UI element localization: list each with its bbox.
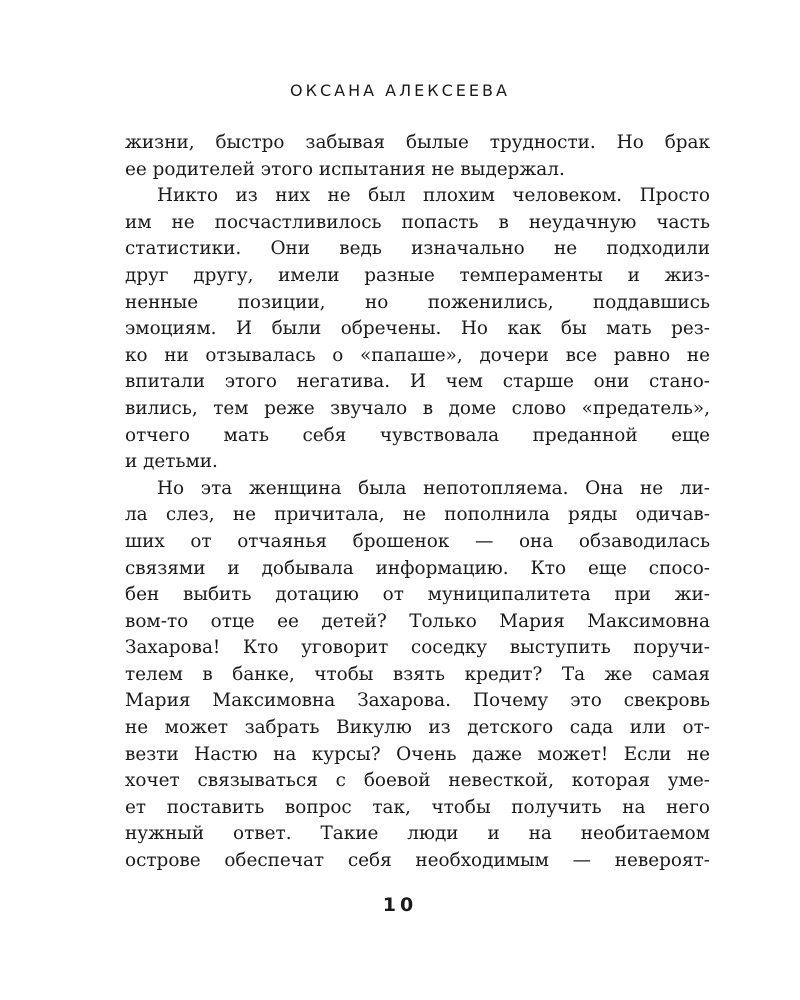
body-text	[125, 130, 710, 875]
text-line: Но эта женщина была непотопляема. Она не ли-	[157, 477, 710, 499]
text-line: статистики. Они ведь изначально не подходили	[125, 238, 710, 260]
text-line: Никто из них не был плохим человеком. Просто	[157, 185, 710, 207]
text-line: вом-то отце ее детей? Только Мария Максимовна	[125, 610, 710, 632]
text-line: Захарова! Кто уговорит соседку выступить поручи-	[125, 637, 710, 659]
text-line: ла слез, не причитала, не пополнила ряды одичав-	[125, 504, 710, 526]
text-line: вились, тем реже звучало в доме слово «предатель»,	[125, 397, 710, 419]
text-line: ет поставить вопрос так, чтобы получить на него	[125, 796, 710, 818]
text-line: бен выбить дотацию от муниципалитета при жи-	[125, 584, 710, 606]
running-head-author: ОКСАНА АЛЕКСЕЕВА	[290, 81, 510, 100]
text-line: хочет связываться с боевой невесткой, которая уме-	[125, 770, 710, 792]
text-line: ших от отчаянья брошенок — она обзаводилась	[125, 530, 710, 552]
text-line: нужный ответ. Такие люди и на необитаемом	[125, 823, 710, 845]
text-line: впитали этого негатива. И чем старше они стано-	[125, 371, 710, 393]
text-line: острове обеспечат себя необходимым — невероят-	[125, 850, 710, 872]
text-line: им не посчастливилось попасть в неудачную часть	[125, 211, 710, 233]
text-line: жизни, быстро забывая былые трудности. Но брак	[125, 132, 710, 153]
text-line: эмоциям. И были обречены. Но как бы мать рез-	[125, 318, 710, 340]
text-line: не может забрать Викулю из детского сада или от-	[125, 717, 710, 739]
text-line: телем в банке, чтобы взять кредит? Та же самая	[125, 663, 710, 685]
text-line: Мария Максимовна Захарова. Почему это свекровь	[125, 690, 710, 712]
page-number: 10	[382, 894, 418, 916]
text-line: связями и добывала информацию. Кто еще спосо-	[125, 557, 710, 579]
text-line: отчего мать себя чувствовала преданной еще	[125, 424, 710, 446]
text-line: ее родителей этого испытания не выдержал.	[125, 158, 565, 180]
text-line: друг другу, имели разные темпераменты и жиз-	[125, 264, 710, 286]
text-line: ненные позиции, но поженились, поддавшись	[125, 291, 710, 313]
text-line: и детьми.	[125, 451, 218, 473]
text-line: везти Настю на курсы? Очень даже может! Если не	[125, 743, 710, 765]
text-line: ко ни отзывалась о «папаше», дочери все равно не	[125, 344, 710, 366]
